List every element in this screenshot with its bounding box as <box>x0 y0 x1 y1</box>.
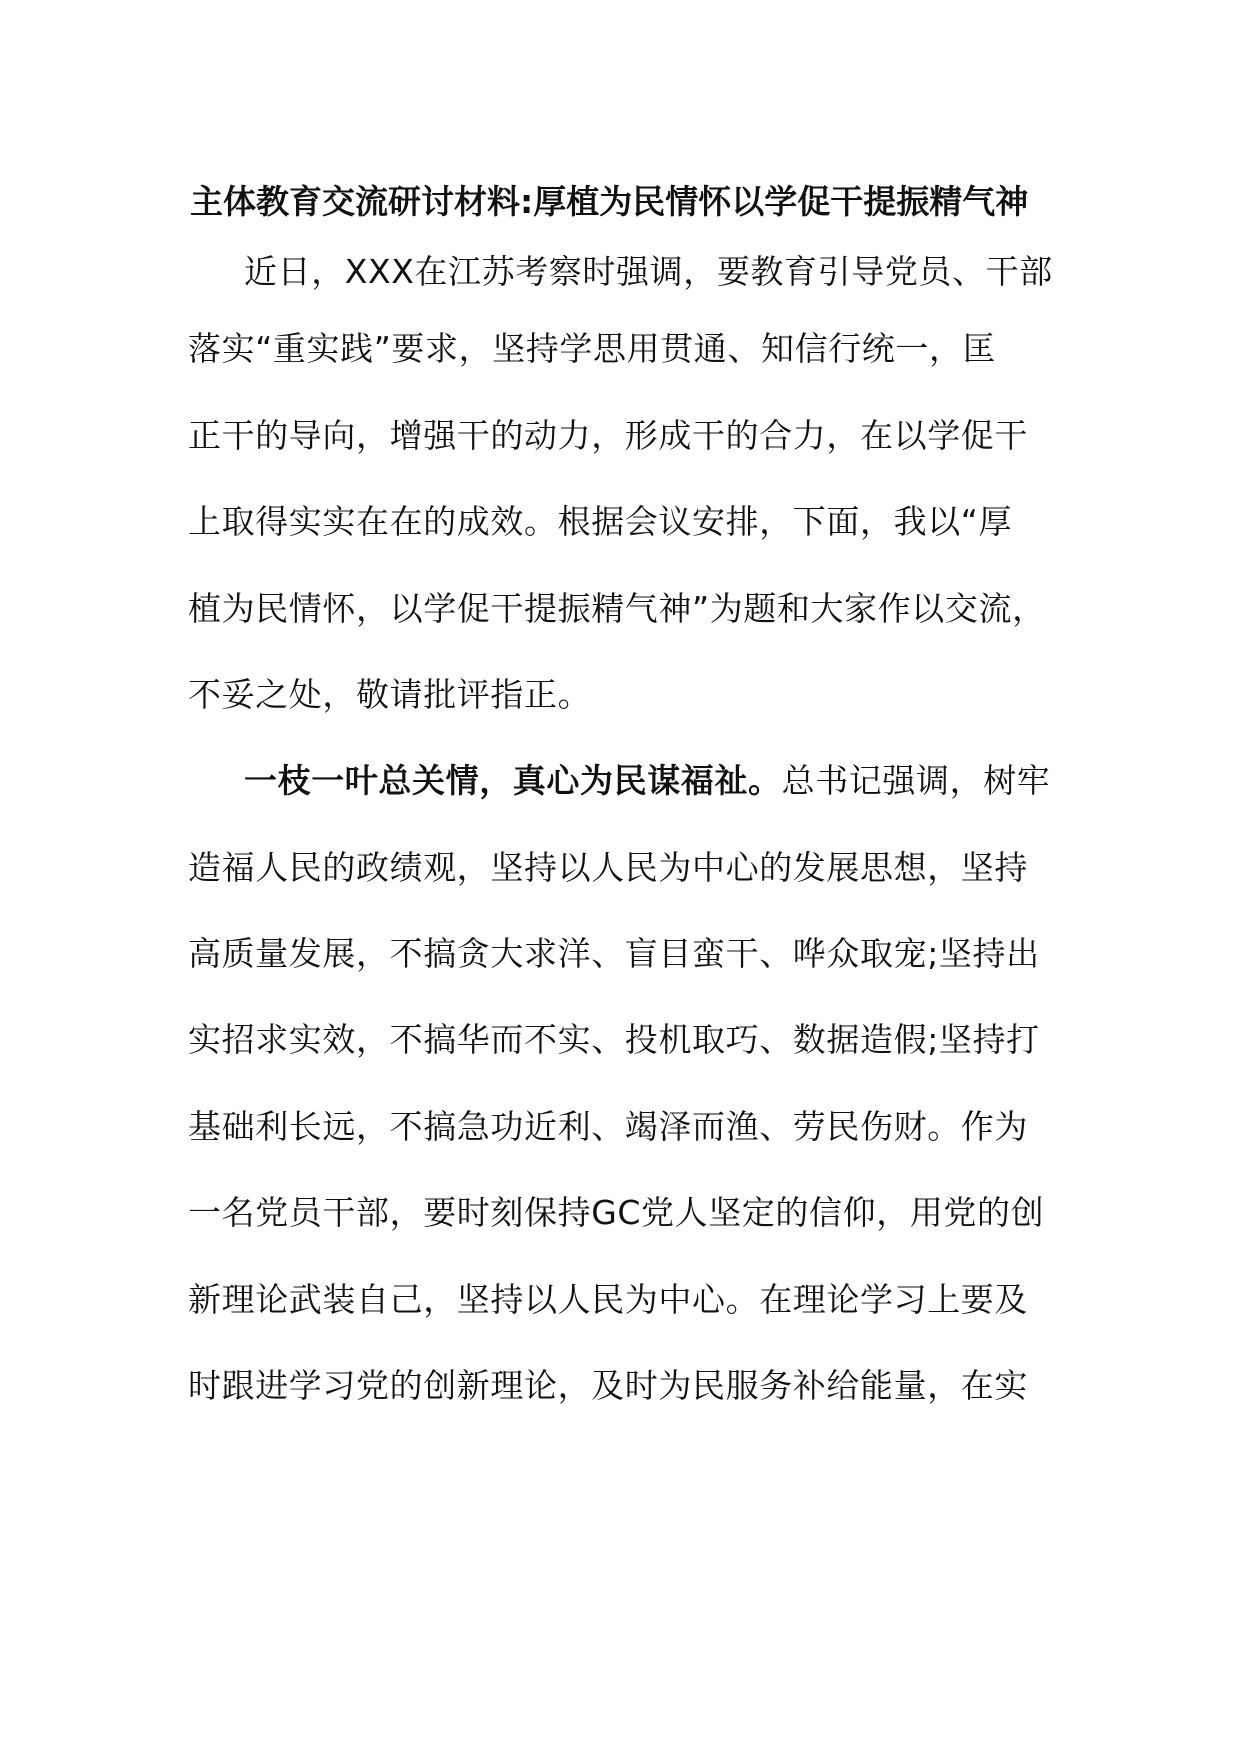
paragraph-2-line-4: 实招求实效，不搞华而不实、投机取巧、数据造假;坚持打 <box>188 1020 1040 1059</box>
paragraph-2-line-2: 造福人民的政绩观，坚持以人民为中心的发展思想，坚持 <box>188 848 1028 887</box>
paragraph-1-line-2: 落实“重实践”要求，坚持学思用贯通、知信行统一，匡 <box>188 329 997 368</box>
paragraph-2-line-6: 一名党员干部，要时刻保持GC党人坚定的信仰，用党的创 <box>188 1193 1045 1232</box>
document-title: 主体教育交流研讨材料:厚植为民情怀以学促干提振精气神 <box>190 182 1029 221</box>
paragraph-2-line-7: 新理论武装自己，坚持以人民为中心。在理论学习上要及 <box>188 1280 1028 1319</box>
paragraph-2-first-line-text: 总书记强调，树牢 <box>781 761 1051 800</box>
paragraph-2-heading: 一枝一叶总关情，真心为民谋福祉。 <box>244 761 782 800</box>
paragraph-1-line-6: 不妥之处，敬请批评指正。 <box>188 675 592 714</box>
paragraph-2-line-3: 高质量发展，不搞贪大求洋、盲目蛮干、哗众取宠;坚持出 <box>188 934 1040 973</box>
paragraph-1-line-1: 近日，XXX在江苏考察时强调，要教育引导党员、干部 <box>244 252 1053 291</box>
paragraph-2-line-5: 基础利长远，不搞急功近利、竭泽而渔、劳民伤财。作为 <box>188 1107 1028 1146</box>
paragraph-1-line-4: 上取得实实在在的成效。根据会议安排，下面，我以“厚 <box>188 502 1013 541</box>
paragraph-1-line-5: 植为民情怀，以学促干提振精气神”为题和大家作以交流， <box>188 589 1046 628</box>
paragraph-2-line-1 <box>244 753 1124 809</box>
paragraph-1-line-3: 正干的导向，增强干的动力，形成干的合力，在以学促干 <box>188 416 1028 455</box>
paragraph-2-line-8: 时跟进学习党的创新理论，及时为民服务补给能量，在实 <box>188 1366 1028 1405</box>
